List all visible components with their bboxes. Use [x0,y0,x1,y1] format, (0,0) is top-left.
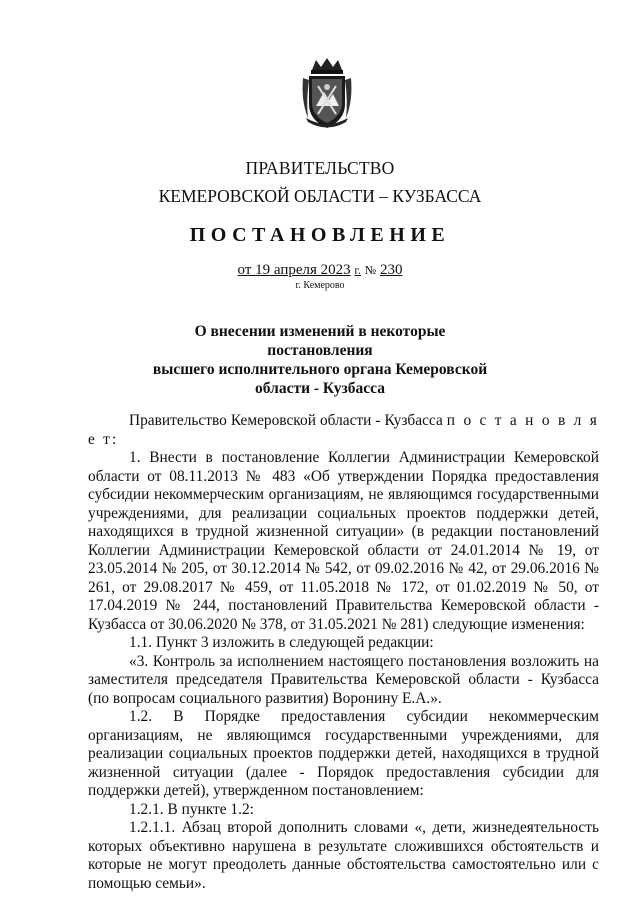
government-name-line1: ПРАВИТЕЛЬСТВО [245,158,395,178]
document-subject [150,322,490,398]
intro-paragraph [88,412,599,449]
year-suffix: г. [354,263,361,277]
resolves-word: п о с т а н о в л я е т: [88,412,599,448]
subject-line: высшего исполнительного органа Кемеровской [152,361,488,378]
number-sign: № [364,263,377,277]
coat-of-arms-icon [300,56,354,130]
intro-text: Правительство Кемеровской области - Кузбасса [129,412,447,429]
paragraph-1-1-text: «3. Контроль за исполнением настоящего постановления возложить на заместителя председателя Правительства Кемеровской области - Кузбасса (по вопросам социального развития) Воронину Е.А.». [88,652,599,707]
document-type-title: ПОСТАНОВЛЕНИЕ [189,224,451,246]
paragraph-1-2-1-1: 1.2.1.1. Абзац второй дополнить словами «, дети, жизнедеятельность которых объективно нарушена в результате сложившихся обстоятельств и которые не могут преодолеть данные обстоятельства самостоятельно или с помощью семьи». [88,819,599,892]
date-prefix: от [237,262,252,278]
city-label: г. Кемерово [295,280,345,291]
document-body [88,412,599,893]
subject-line: области - Кузбасса [255,380,385,397]
paragraph-1: 1. Внести в постановление Коллегии Администрации Кемеровской области от 08.11.2013 № 483 «Об утверждении Порядка предоставления субсидии некоммерческим организациям, не являющимся государственными учреждениями, для реализации социальных проектов поддержки детей, находящихся в трудной жизненной ситуации» (в редакции постановлений Коллегии Администрации Кемеровской области от 24.01.2014 № 19, от 23.05.2014 № 205, от 30.12.2014 № 542, от 09.02.2016 № 42, от 29.06.2016 № 261, от 29.08.2017 № 459, от 11.05.2018 № 172, от 01.02.2019 № 50, от 17.04.2019 № 244, постановлений Правительства Кемеровской области - Кузбасса от 30.06.2020 № 378, от 31.05.2021 № 281) следующие изменения: [88,449,599,633]
document-date: 19 апреля 2023 [255,262,351,278]
paragraph-1-1: 1.1. Пункт 3 изложить в следующей редакции: [129,634,434,651]
document-number: 230 [379,262,403,278]
date-number-line [0,262,640,279]
subject-line: О внесении изменений в некоторые постановления [194,323,446,359]
paragraph-1-2-1: 1.2.1. В пункте 1.2: [129,800,254,818]
government-name-line2: КЕМЕРОВСКОЙ ОБЛАСТИ – КУЗБАССА [158,186,482,206]
paragraph-1-2: 1.2. В Порядке предоставления субсидии некоммерческим организациям, не являющимся государственными учреждениями, для реализации социальных проектов поддержки детей, находящихся в трудной жизненной ситуации (далее - Порядок предоставления субсидии для поддержки детей), утвержденном постановлением: [88,708,599,799]
